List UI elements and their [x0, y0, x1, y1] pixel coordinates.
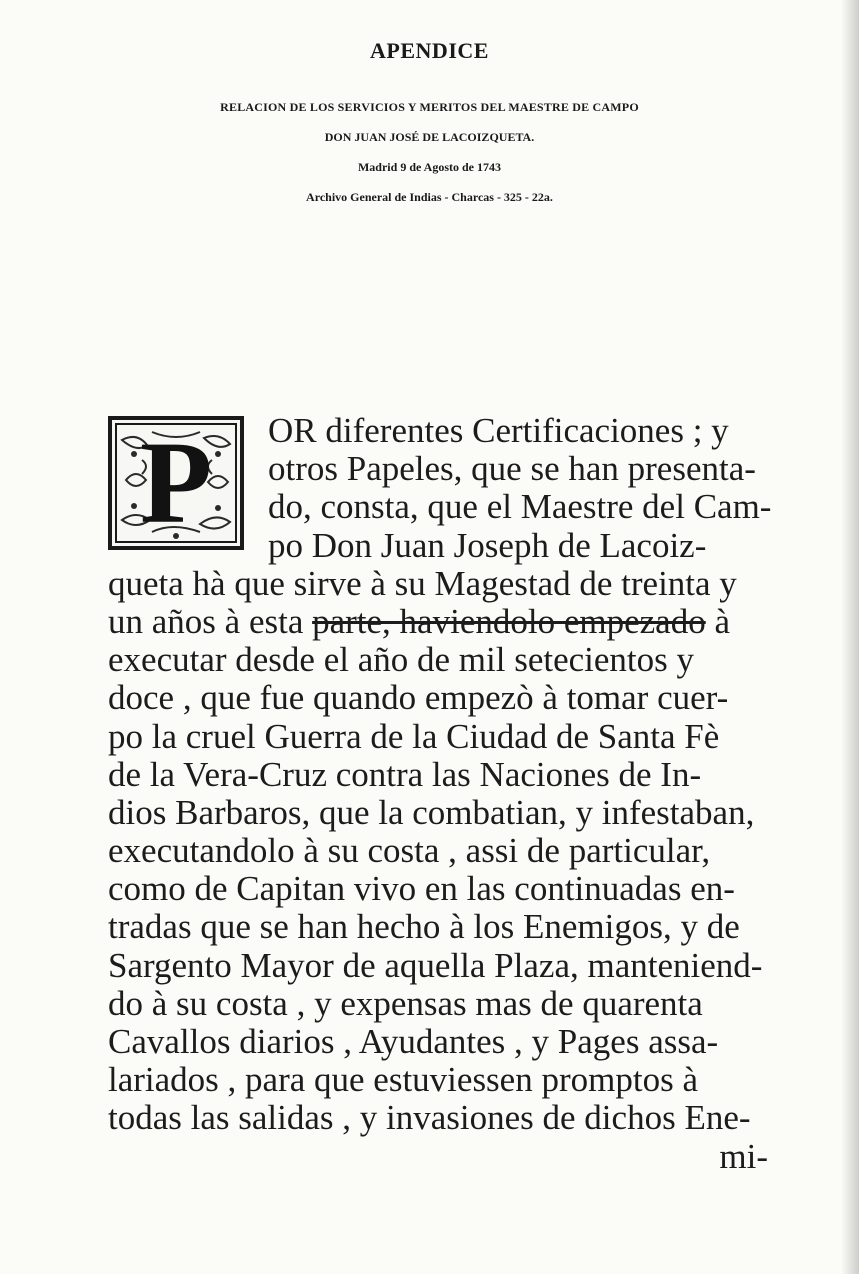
- text-line: como de Capitan vivo en las continuadas en-: [108, 869, 735, 909]
- text-line: po Don Juan Joseph de Lacoiz-: [268, 525, 707, 565]
- archive-reference: Archivo General de Indias - Charcas - 325 - 22a.: [306, 190, 553, 204]
- text-line: do, consta, que el Maestre del Cam-: [268, 487, 772, 527]
- text-line: doce , que fue quando empezò à tomar cuer-: [108, 678, 729, 718]
- catchword: mi-: [719, 1136, 768, 1176]
- document-title-line-2: DON JUAN JOSÉ DE LACOIZQUETA.: [324, 130, 535, 144]
- struck-text: parte, haviendolo empezado: [312, 601, 706, 641]
- text-line: po la cruel Guerra de la Ciudad de Santa Fè: [108, 716, 720, 756]
- text-line: Cavallos diarios , Ayudantes , y Pages assa-: [108, 1022, 719, 1061]
- text-line: tradas que se han hecho à los Enemigos, y de: [108, 907, 740, 947]
- document-date: Madrid 9 de Agosto de 1743: [357, 160, 501, 174]
- text-line: otros Papeles, que se han presenta-: [268, 449, 756, 489]
- text-line: dios Barbaros, que la combatian, y infestaban,: [108, 792, 755, 832]
- text-line: Sargento Mayor de aquella Plaza, manteniend-: [108, 945, 763, 985]
- text-line: do à su costa , y expensas mas de quarenta: [108, 983, 703, 1023]
- text-line: lariados , para que estuviessen promptos à: [108, 1060, 698, 1100]
- text-line: todas las salidas , y invasiones de dichos Ene-: [108, 1098, 751, 1138]
- text-line-struck: un años à esta parte, haviendolo empezado à: [108, 601, 730, 641]
- text-line: de la Vera-Cruz contra las Naciones de In-: [108, 754, 702, 794]
- text-line: OR diferentes Certificaciones ; y: [268, 411, 729, 450]
- body-text: [108, 412, 798, 1176]
- text-line: executar desde el año de mil setecientos y: [108, 640, 695, 680]
- document-title-line-1: RELACION DE LOS SERVICIOS Y MERITOS DEL MAESTRE DE CAMPO: [220, 100, 639, 114]
- initial-letter: P: [139, 417, 213, 548]
- appendix-title: APENDICE: [370, 38, 489, 63]
- text-line: executandolo à su costa , assi de particular,: [108, 831, 711, 871]
- text-line: queta hà que sirve à su Magestad de treinta y: [108, 563, 737, 603]
